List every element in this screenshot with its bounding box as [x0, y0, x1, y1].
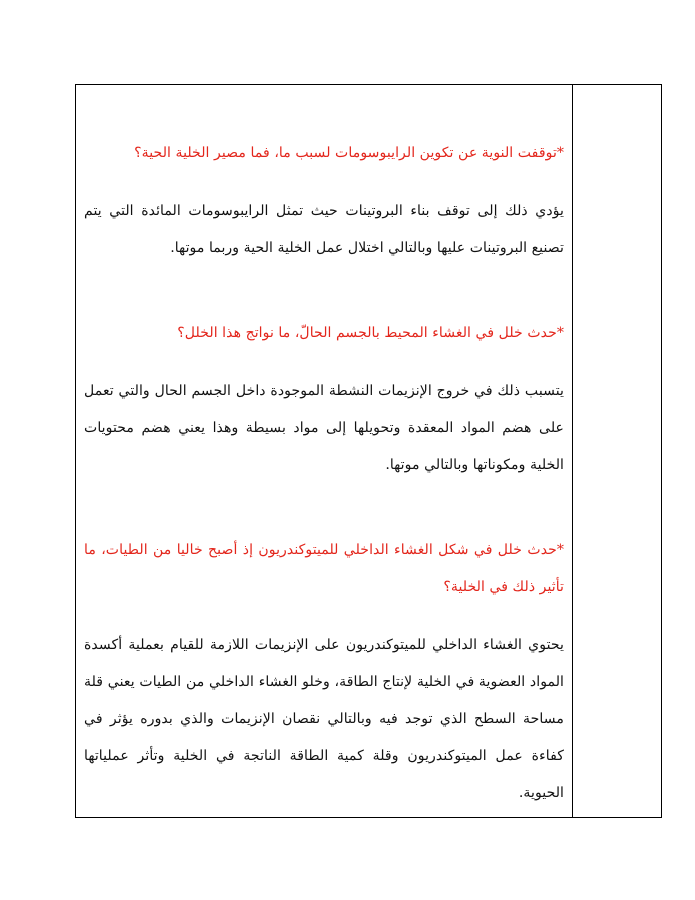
table-frame: [75, 84, 662, 818]
main-cell: [76, 85, 572, 817]
question-1: *توقفت النوية عن تكوين الرايبوسومات لسبب ما، فما مصير الخلية الحية؟: [134, 145, 564, 161]
spacer: [84, 484, 564, 532]
spacer: [84, 267, 564, 315]
answer-2: يتسبب ذلك في خروج الإنزيمات النشطة الموجودة داخل الجسم الحال والتي تعمل على هضم المواد المعقدة وتحويلها إلى مواد بسيطة وهذا يعني هضم محتويات الخلية ومكوناتها وبالتالي موتها.: [84, 383, 564, 473]
answer-3: يحتوي الغشاء الداخلي للميتوكندريون على الإنزيمات اللازمة للقيام بعملية أكسدة المواد العضوية في الخلية لإنتاج الطاقة، وخلو الغشاء الداخلي من الطيات يعني قلة مساحة السطح الذي توجد فيه وبالتالي نقصان الإنزيمات والذي بدوره يؤثر في كفاءة عمل الميتوكندريون وقلة كمية الطاقة الناتجة في الخلية وتأثر عملياتها الحيوية.: [84, 637, 564, 801]
question-2: *حدث خلل في الغشاء المحيط بالجسم الحالّ، ما نواتج هذا الخلل؟: [177, 325, 564, 341]
question-3: *حدث خلل في شكل الغشاء الداخلي للميتوكندريون إذ أصبح خاليا من الطيات، ما تأثير ذلك في الخلية؟: [84, 542, 564, 595]
answer-1: يؤدي ذلك إلى توقف بناء البروتينات حيث تمثل الرايبوسومات المائدة التي يتم تصنيع البروتينات عليها وبالتالي اختلال عمل الخلية الحية وربما موتها.: [84, 203, 564, 256]
column-divider: [572, 85, 573, 817]
